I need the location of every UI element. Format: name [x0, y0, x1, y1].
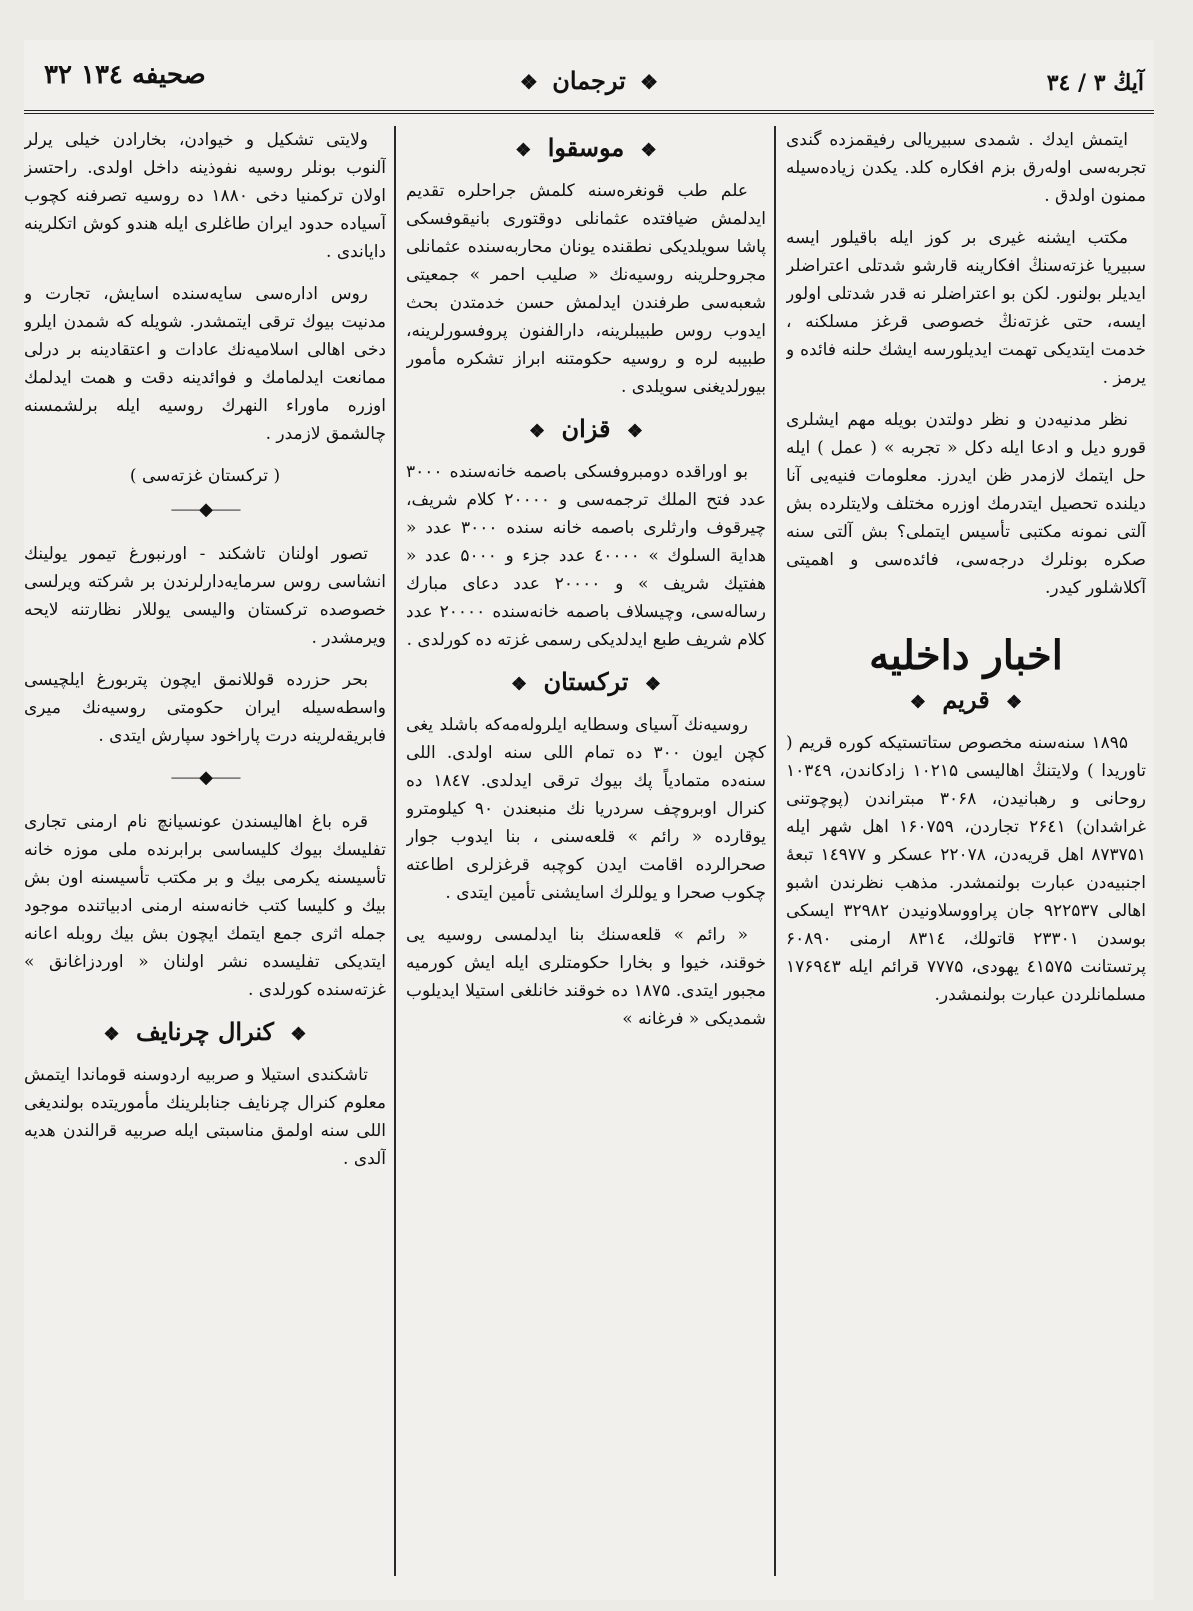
heading-label: قزان	[561, 414, 611, 443]
column-middle	[406, 126, 766, 1576]
source-credit: ( ترکستان غزتەسی )	[129, 466, 281, 486]
column-left	[24, 126, 386, 1576]
ornament-icon: ❖	[640, 140, 657, 161]
paragraph: بحر حزرده قوللانمق ایچون پتربورغ ایلچیسی واسطەسیله ایران حکومتی روسیەنك میری فابریقەلرینه درت پاراخود سپارش ایتدی .	[24, 670, 386, 746]
heading-label: موسقوا	[547, 133, 625, 162]
page-header	[24, 40, 1154, 114]
heading-label: کنرال چرنایف	[136, 1017, 274, 1046]
section-heading-turkestan	[406, 668, 766, 699]
column-rule	[394, 126, 396, 1576]
section-heading-general-chernyaev	[24, 1018, 386, 1049]
paragraph: ایتمش ایدك . شمدی سبیریالی رفیقمزده گندی تجربەسی اولەرق بزم افکاره کلد. یکدن زیادەسیله ممنون اولدق .	[786, 130, 1146, 206]
paragraph: روس ادارەسی سایەسنده اسایش، تجارت و مدنیت بیوك ترقی ایتمشدر. شویله که شمدن ایلرو دخی اهالی اسلامیەنك عادات و اعتقادینه بر درلی ممانعت ایدلمامك و فوائدینه دقت و همت ایدلمك اوزره ماوراء النهرك روسیه ایله برلشمسنه چالشمق لازمدر .	[24, 284, 386, 444]
ornament-icon: ❖	[519, 70, 538, 94]
paragraph: بو اوراقده دومبروفسکی باصمه خانەسنده ۳۰۰۰ عدد فتح الملك ترجمەسی و ۲۰۰۰۰ کلام شریف، چیرقوف وارثلری باصمه خانه سنده ۳۰۰۰ عدد « هدایة السلوك » ٤۰۰۰۰ عدد جزء و ۵۰۰۰ عدد « هفتیك شریف » و ۲۰۰۰۰ عدد دعای مبارك رسالەسی، وچیسلاف باصمه خانەسنده ۲۰۰۰۰ عدد کلام شریف طبع ایدلدیکی رسمی غزته ده کورلدی .	[406, 462, 766, 650]
ornament-icon: ❖	[511, 674, 528, 695]
page-number: صحیفه ۱۳٤ ۳۲	[44, 60, 206, 90]
section-heading-crimea	[786, 686, 1146, 717]
ornament-icon: ❖	[515, 140, 532, 161]
paragraph: قره باغ اهالیسندن عونسیانچ نام ارمنی تجاری تفلیسك بیوك کلیساسی برابرنده ملی موزه خانه تأسیسنه یکرمی بیك و بر مکتب تأسیسنه اون بش بیك و کلیسا کتب خانەسنه ارمنی ادبیاتنده موجود جمله اثری جمع ایتمك ایچون بش بیك روبله اعانه ایتدیکی تفلیسده نشر اولنان « اوردزاغانق » غزتەسنده کورلدی .	[24, 812, 386, 1000]
section-heading-domestic-news: اخبار داخلیه	[869, 632, 1063, 679]
heading-label: قریم	[942, 685, 990, 714]
paragraph: علم طب قونغرەسنه کلمش جراحلره تقدیم ایدلمش ضیافتده عثمانلی دوقتوری بانیقوفسکی پاشا سویلدیکی نطقنده یونان محاربەسنده عثمانلی مجروحلرینه روسیەنك « صلیب احمر » جمعیتی شعبەسی طرفندن ایدلمش حسن خدمتدن بحث ایدوب روس طبیبلرینه، دارالفنون پروفسورلرینه، طبیبه لره و روسیه حکومتنه ابراز تشکره مأمور بیورلدیغنی سویلدی .	[406, 181, 766, 397]
section-heading-kazan	[406, 415, 766, 446]
ornament-icon: ❖	[103, 1024, 120, 1045]
paragraph: ولایتی تشکیل و خیوادن، بخارادن خیلی یرلر آلنوب بونلر روسیه نفوذینه داخل اولدی. راحتسز اولان ترکمنیا دخی ۱۸۸۰ ده روسیه تصرفنه کچوب آسیاده حدود ایران طاغلری ایله هندو کوش اتکلرینه دایاندی .	[24, 130, 386, 262]
ornament-icon: ❖	[528, 421, 546, 442]
ornament-icon: ❖	[290, 1024, 307, 1045]
paragraph: تصور اولنان تاشکند - اورنبورغ تیمور یولینك انشاسی روس سرمایەدارلرندن بر شرکته ویرلسی خصوصده ترکستان والیسی یوللار نظارتنه لایحه ویرمشدر .	[24, 544, 386, 648]
paragraph: تاشکندی استیلا و صربیه اردوسنه قوماندا ایتمش معلوم کنرال چرنایف جنابلرینك مأموریتده بولندیغی اللی سنه اولمق مناسبتی ایله صربیه قرالندن هدیه آلدی .	[24, 1065, 386, 1169]
paragraph: ۱۸۹۵ سنەسنه مخصوص ستاتستیکه کوره قریم ( تاوریدا ) ولایتنڭ اهالیسی ۱۰۲۱۵ زادکاندن، ۱۰۳٤۹ روحانی و رهبانیدن، ۳۰۶۸ مبتراندن (پوچوتنی غراشدان) ۲۶٤۱ تجاردن، ۱۶۰۷۵۹ اهل شهر ایله ۸۷۳۷۵۱ اهل قریەدن، ۲۲۰۷۸ عسکر و ۱٤۹۷۷ تبعۀ اجنبیەدن عبارت بولنمشدر. مذهب نظرندن اشبو اهالی ۹۲۲۵۳۷ جان پراووسلاونیدن ۳۲۹۸۲ ایسکی بوسدن ۲۳۳۰۱ قاتولك، ۸۳۱٤ ارمنی ۶۰۸۹۰ پرتستانت ٤۱۵۷۵ یهودی، ۷۷۷۵ قرائم ایله ۱۷۶۹٤۳ مسلمانلردن عبارت بولنمشدر.	[786, 733, 1146, 1005]
paragraph: « رائم » قلعەسنك بنا ایدلمسی روسیه یی خوقند، خیوا و بخارا حکومتلری ایله ایش کورمیه مجبور ایتدی. ۱۸۷۵ ده خوقند خانلغی استیلا ایدیلوب شمدیکی « فرغانه »	[406, 925, 766, 1029]
column-rule	[774, 126, 776, 1576]
divider-icon: ⸺◆⸺	[170, 767, 240, 788]
masthead-label: ترجمان	[552, 66, 626, 95]
newspaper-page	[24, 40, 1154, 1600]
ornament-icon: ❖	[1006, 692, 1023, 713]
section-heading-moscow	[406, 134, 766, 165]
column-right	[786, 126, 1146, 1576]
ornament-icon: ❖	[909, 692, 926, 713]
issue-number: آیڭ ۳ / ۳٤	[1046, 70, 1144, 96]
paragraph: روسیەنك آسیای وسطایه ایلرولەمەکه باشلد یغی کچن ایون ۳۰۰ ده تمام اللی سنه اولدی. اللی سنەده متمادیاً پك بیوك ترقی ایدلدی. ۱۸٤۷ ده کنرال اوبروچف سردریا نك منبعندن ۹۰ کیلومترو یوقارده « رائم » قلعەسنی ، بنا ایدوب جوار صحرالرده اقامت ایدن کوچبه قرغزلری اطاعته چکوب صحرا و یوللرك اسایشنی تأمین ایتدی .	[406, 715, 766, 903]
paragraph: نظر مدنیەدن و نظر دولتدن بویله مهم ایشلری قورو دیل و ادعا ایله دکل « تجربه » ( عمل ) ایله حل ایتمك لازمدر ظن ایدرز. معلومات فنیەیی آنا دیلنده تحصیل ایتدرمك اوزره مختلف ولایتلرده بش آلتی نمونه مکتبی تأسیس ایتملی؟ بش آلتی سنه صکره بونلرك درجەسی، فائدەسی و اهمیتی آکلاشلور کیدر.	[786, 410, 1146, 598]
ornament-icon: ❖	[640, 70, 659, 94]
paragraph: مکتب ایشنه غیری بر کوز ایله باقیلور ایسه سبیریا غزتەسنڭ افکارینه قارشو شدتلی اعتراضلر ایدیلر بولنور. لکن بو اعتراضلر نه قدر شدتلی اولور ایسه، حتی غزتەنڭ خصوصی قرغز مسلکنه ، خدمت ایتدیکی تهمت ایدیلورسه ایشك حلنه فائده و یرمز .	[786, 228, 1146, 388]
divider-icon: ⸺◆⸺	[170, 499, 240, 520]
ornament-icon: ❖	[626, 421, 643, 442]
heading-label: ترکستان	[543, 667, 629, 696]
ornament-icon: ❖	[644, 674, 661, 695]
